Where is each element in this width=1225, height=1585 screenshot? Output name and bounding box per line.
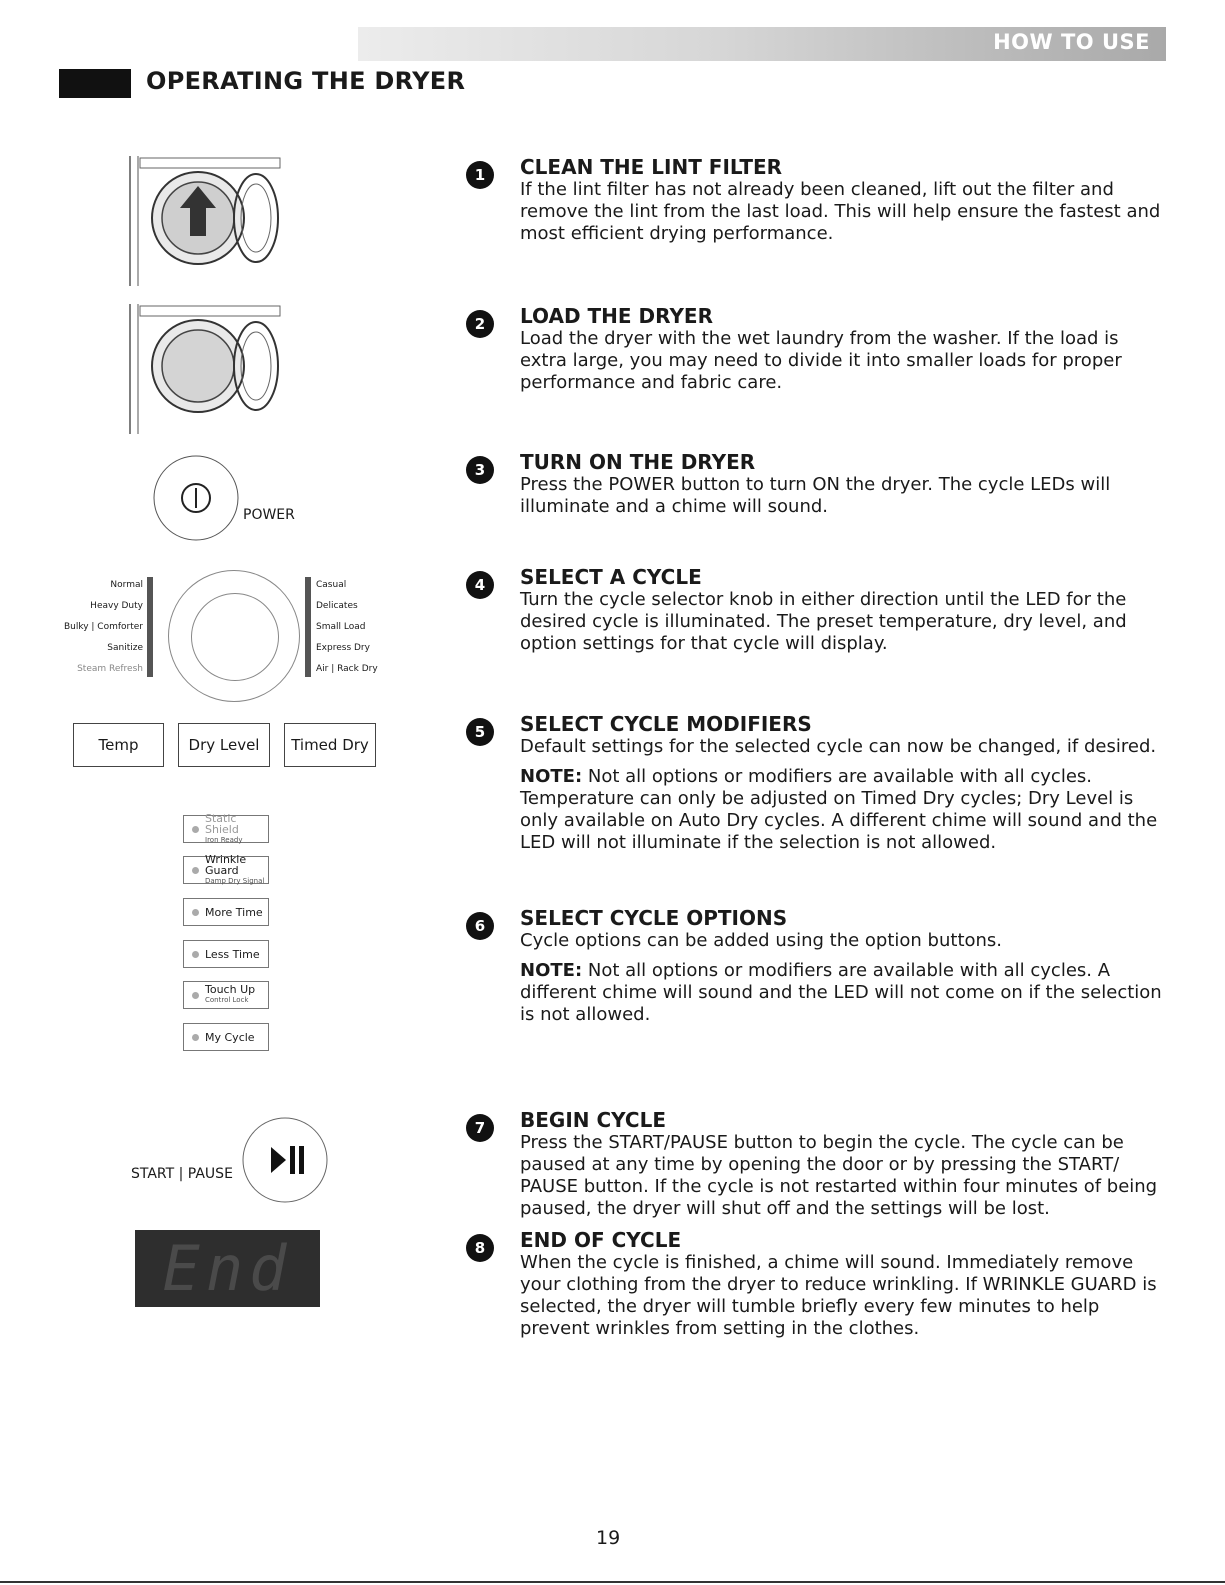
step-number: 2 — [466, 310, 494, 338]
cycle-led-strip-left — [147, 577, 153, 677]
step-title: BEGIN CYCLE — [520, 1108, 666, 1132]
step-title: SELECT A CYCLE — [520, 565, 702, 589]
step-number: 6 — [466, 912, 494, 940]
touch-up-button[interactable]: Touch Up Control Lock — [183, 981, 269, 1009]
step-title: SELECT CYCLE OPTIONS — [520, 906, 788, 930]
section-label: HOW TO USE — [993, 30, 1150, 54]
power-button[interactable] — [150, 455, 250, 545]
cycle-casual[interactable]: Casual — [316, 580, 347, 590]
cycle-led-strip-right — [305, 577, 311, 677]
lint-filter-illustration — [128, 156, 283, 286]
display-readout: End — [162, 1232, 293, 1305]
step-5 — [466, 712, 1166, 854]
header-bar — [358, 27, 1166, 61]
more-time-button[interactable]: More Time — [183, 898, 269, 926]
power-label: POWER — [243, 507, 295, 523]
display-panel — [135, 1230, 320, 1307]
load-dryer-illustration — [128, 304, 283, 434]
bottom-rule — [0, 1581, 1225, 1583]
step-3 — [466, 450, 1166, 518]
cycle-heavy-duty[interactable]: Heavy Duty — [90, 601, 143, 611]
cycle-air-rack-dry[interactable]: Air | Rack Dry — [316, 664, 378, 674]
step-8 — [466, 1228, 1166, 1340]
step-note: NOTE: Not all options or modifiers are available with all cycles. Temperature can only be adjusted on Timed Dry cycles; Dry Level is only available on Auto Dry cycles. A different chime will sound and the LED will not illuminate if the selection is not allowed. — [520, 766, 1158, 853]
temp-button[interactable]: Temp — [73, 723, 164, 767]
step-text: When the cycle is finished, a chime will sound. Immediately remove your clothing from the dryer to reduce wrinkling. If WRINKLE GUARD is selected, the dryer will tumble briefly every few minutes to help prevent wrinkles from setting in the clothes. — [520, 1252, 1157, 1339]
step-title: SELECT CYCLE MODIFIERS — [520, 712, 812, 736]
cycle-small-load[interactable]: Small Load — [316, 622, 366, 632]
cycle-steam-refresh[interactable]: Steam Refresh — [77, 664, 143, 674]
step-text: Press the POWER button to turn ON the dryer. The cycle LEDs will illuminate and a chime will sound. — [520, 474, 1111, 517]
step-number: 8 — [466, 1234, 494, 1262]
start-pause-button[interactable] — [240, 1115, 330, 1205]
wrinkle-guard-button[interactable]: Wrinkle Guard Damp Dry Signal — [183, 856, 269, 884]
step-4 — [466, 565, 1166, 655]
cycle-express-dry[interactable]: Express Dry — [316, 643, 370, 653]
step-6 — [466, 906, 1166, 1026]
step-1 — [466, 155, 1166, 245]
step-text: Load the dryer with the wet laundry from the washer. If the load is extra large, you may need to divide it into smaller loads for proper performance and fabric care. — [520, 328, 1122, 393]
cycle-normal[interactable]: Normal — [110, 580, 143, 590]
cycle-selector-knob[interactable] — [168, 570, 300, 702]
step-text: If the lint filter has not already been cleaned, lift out the filter and remove the lint from the last load. This will help ensure the fastest and most efficient drying performance. — [520, 179, 1161, 244]
cycle-sanitize[interactable]: Sanitize — [107, 643, 143, 653]
step-title: CLEAN THE LINT FILTER — [520, 155, 783, 179]
page-title: OPERATING THE DRYER — [146, 67, 466, 95]
step-text: Turn the cycle selector knob in either direction until the LED for the desired cycle is illuminated. The preset temperature, dry level, and option settings for that cycle will display. — [520, 589, 1127, 654]
pause-icon — [290, 1146, 295, 1174]
step-title: TURN ON THE DRYER — [520, 450, 756, 474]
cycle-delicates[interactable]: Delicates — [316, 601, 358, 611]
start-pause-label: START | PAUSE — [131, 1166, 233, 1182]
page-number: 19 — [596, 1527, 621, 1549]
title-block — [59, 69, 131, 98]
step-note: NOTE: Not all options or modifiers are available with all cycles. A different chime will sound and the LED will not come on if the selection is not allowed. — [520, 960, 1162, 1025]
step-number: 4 — [466, 571, 494, 599]
step-7 — [466, 1108, 1166, 1220]
dry-level-button[interactable]: Dry Level — [178, 723, 270, 767]
timed-dry-button[interactable]: Timed Dry — [284, 723, 376, 767]
step-text: Press the START/PAUSE button to begin the cycle. The cycle can be paused at any time by opening the door or by pressing the START/ PAUSE button. If the cycle is not restarted within four minutes of being paused, the dryer will shut off and the settings will be lost. — [520, 1132, 1158, 1219]
step-number: 7 — [466, 1114, 494, 1142]
step-title: LOAD THE DRYER — [520, 304, 713, 328]
play-icon — [271, 1147, 286, 1173]
step-number: 3 — [466, 456, 494, 484]
step-2 — [466, 304, 1166, 394]
step-number: 5 — [466, 718, 494, 746]
less-time-button[interactable]: Less Time — [183, 940, 269, 968]
step-title: END OF CYCLE — [520, 1228, 682, 1252]
step-text: Cycle options can be added using the option buttons. — [520, 930, 1003, 951]
step-number: 1 — [466, 161, 494, 189]
static-shield-button[interactable]: Static Shield Iron Ready — [183, 815, 269, 843]
my-cycle-button[interactable]: My Cycle — [183, 1023, 269, 1051]
step-text: Default settings for the selected cycle can now be changed, if desired. — [520, 736, 1157, 757]
cycle-bulky-comforter[interactable]: Bulky | Comforter — [63, 622, 143, 632]
